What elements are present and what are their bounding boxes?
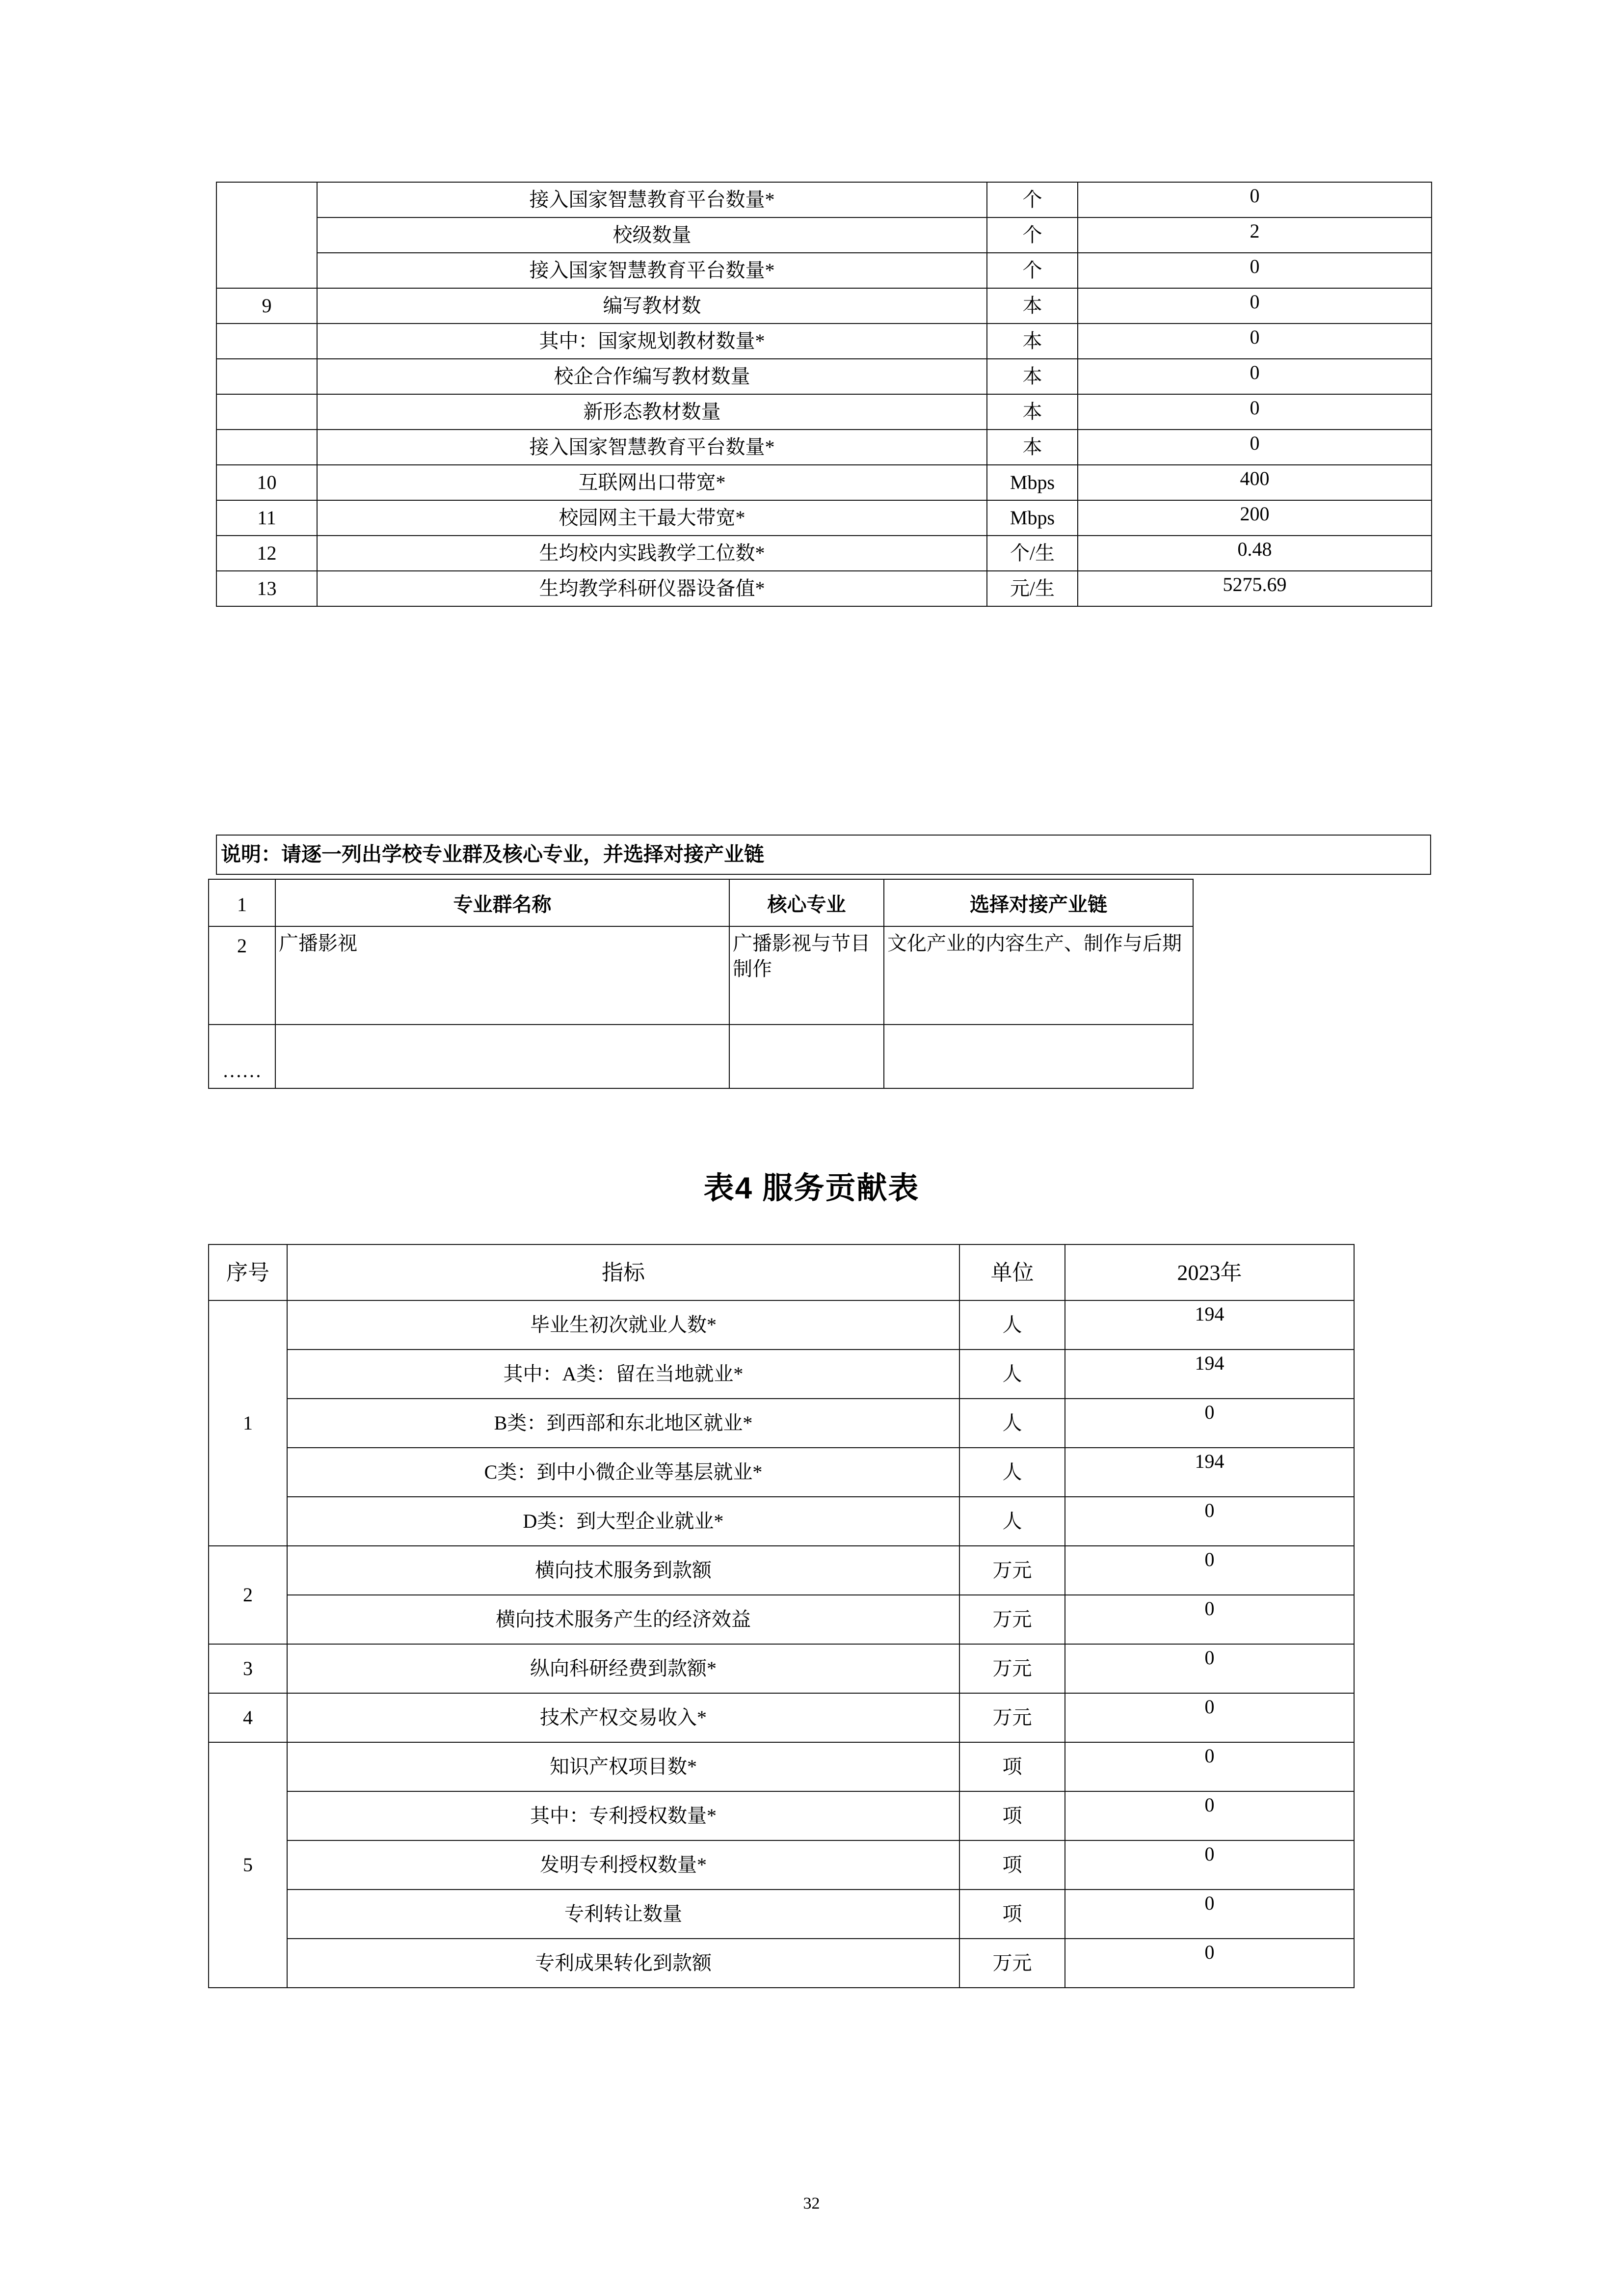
table-row	[216, 571, 1432, 606]
cell-core-major	[729, 1025, 884, 1088]
row-value: 0	[1065, 1742, 1354, 1791]
row-indicator: 其中：国家规划教材数量*	[317, 324, 987, 359]
row-indicator: 专利成果转化到款额	[287, 1939, 959, 1988]
column-header-indicator: 指标	[287, 1244, 959, 1300]
row-indicator: 新形态教材数量	[317, 394, 987, 430]
table-row	[209, 1399, 1354, 1448]
row-value: 0	[1078, 253, 1432, 288]
row-indicator: 横向技术服务产生的经济效益	[287, 1595, 959, 1644]
row-value: 0	[1078, 324, 1432, 359]
row-unit: 项	[959, 1840, 1065, 1890]
row-value: 194	[1065, 1350, 1354, 1399]
row-indicator: 生均教学科研仪器设备值*	[317, 571, 987, 606]
table4-caption: 表4 服务贡献表	[703, 1171, 920, 1205]
row-value: 2	[1078, 217, 1432, 253]
table-row	[209, 1448, 1354, 1497]
table-row	[209, 1595, 1354, 1644]
row-index: ……	[209, 1025, 275, 1088]
row-unit: 万元	[959, 1644, 1065, 1693]
row-value: 0	[1065, 1546, 1354, 1595]
row-value: 0.48	[1078, 536, 1432, 571]
table-row	[216, 359, 1432, 394]
table-row	[209, 1939, 1354, 1988]
row-indicator: 校企合作编写教材数量	[317, 359, 987, 394]
row-index	[216, 359, 317, 394]
row-indicator: 知识产权项目数*	[287, 1742, 959, 1791]
row-unit: 本	[987, 359, 1078, 394]
row-value: 0	[1065, 1791, 1354, 1840]
row-value: 194	[1065, 1300, 1354, 1350]
row-unit: 本	[987, 324, 1078, 359]
table-row	[209, 1546, 1354, 1595]
row-indicator: 其中：A类：留在当地就业*	[287, 1350, 959, 1399]
row-value: 0	[1065, 1939, 1354, 1988]
row-index	[216, 430, 317, 465]
row-index: 4	[209, 1693, 287, 1742]
table-row	[209, 926, 1193, 1025]
table-row	[209, 1350, 1354, 1399]
table-row-header	[209, 1244, 1354, 1300]
row-indicator: 专利转让数量	[287, 1890, 959, 1939]
row-value: 400	[1078, 465, 1432, 500]
row-unit: 本	[987, 288, 1078, 324]
row-index: 13	[216, 571, 317, 606]
note-text: 说明：请逐一列出学校专业群及核心专业，并选择对接产业链	[216, 835, 1431, 874]
column-header-industry-chain: 选择对接产业链	[884, 879, 1193, 926]
row-indicator: 接入国家智慧教育平台数量*	[317, 430, 987, 465]
row-value: 5275.69	[1078, 571, 1432, 606]
table-row	[216, 253, 1432, 288]
row-indicator: B类：到西部和东北地区就业*	[287, 1399, 959, 1448]
row-unit: 万元	[959, 1939, 1065, 1988]
table-row	[209, 1693, 1354, 1742]
column-header-unit: 单位	[959, 1244, 1065, 1300]
table-row-header	[209, 879, 1193, 926]
row-value: 0	[1065, 1595, 1354, 1644]
row-unit: 项	[959, 1742, 1065, 1791]
row-value: 0	[1065, 1693, 1354, 1742]
row-value: 0	[1078, 288, 1432, 324]
indicator-table-continued	[216, 182, 1432, 607]
row-unit: 个	[987, 182, 1078, 217]
column-header-index: 序号	[209, 1244, 287, 1300]
row-unit: 个/生	[987, 536, 1078, 571]
row-value: 0	[1078, 394, 1432, 430]
row-unit: 项	[959, 1791, 1065, 1840]
major-group-table	[208, 879, 1194, 1089]
row-unit: 个	[987, 253, 1078, 288]
cell-industry-chain	[884, 1025, 1193, 1088]
row-index: 3	[209, 1644, 287, 1693]
table-row	[216, 536, 1432, 571]
row-value: 0	[1065, 1890, 1354, 1939]
column-header-core-major: 核心专业	[729, 879, 884, 926]
cell-group-name	[275, 1025, 729, 1088]
row-indicator: C类：到中小微企业等基层就业*	[287, 1448, 959, 1497]
row-index: 2	[209, 926, 275, 1025]
row-index: 12	[216, 536, 317, 571]
row-indicator: 生均校内实践教学工位数*	[317, 536, 987, 571]
row-unit: Mbps	[987, 465, 1078, 500]
row-value: 200	[1078, 500, 1432, 536]
row-indicator: 其中：专利授权数量*	[287, 1791, 959, 1840]
column-header-year: 2023年	[1065, 1244, 1354, 1300]
column-header-group-name: 专业群名称	[275, 879, 729, 926]
row-index: 11	[216, 500, 317, 536]
row-index: 1	[209, 1300, 287, 1546]
row-indicator: 接入国家智慧教育平台数量*	[317, 253, 987, 288]
row-unit: 项	[959, 1890, 1065, 1939]
table-row	[216, 465, 1432, 500]
table-row	[209, 1025, 1193, 1088]
row-index	[216, 324, 317, 359]
row-unit: 万元	[959, 1595, 1065, 1644]
row-index: 5	[209, 1742, 287, 1988]
table-row	[216, 500, 1432, 536]
table-row	[216, 324, 1432, 359]
cell-industry-chain: 文化产业的内容生产、制作与后期	[884, 926, 1193, 1025]
row-indicator: 校级数量	[317, 217, 987, 253]
note-row-table	[216, 835, 1431, 875]
table-row	[216, 430, 1432, 465]
row-value: 0	[1078, 182, 1432, 217]
row-index: 1	[209, 879, 275, 926]
row-unit: 人	[959, 1350, 1065, 1399]
page-number: 32	[803, 2194, 820, 2213]
row-value: 0	[1065, 1840, 1354, 1890]
row-unit: 元/生	[987, 571, 1078, 606]
table-row	[209, 1300, 1354, 1350]
row-unit: Mbps	[987, 500, 1078, 536]
row-value: 0	[1065, 1399, 1354, 1448]
row-index	[216, 182, 317, 288]
row-value: 0	[1078, 359, 1432, 394]
table-row	[216, 394, 1432, 430]
row-index	[216, 394, 317, 430]
row-unit: 人	[959, 1300, 1065, 1350]
row-indicator: 纵向科研经费到款额*	[287, 1644, 959, 1693]
row-indicator: 技术产权交易收入*	[287, 1693, 959, 1742]
row-unit: 人	[959, 1399, 1065, 1448]
row-value: 194	[1065, 1448, 1354, 1497]
row-index: 2	[209, 1546, 287, 1644]
row-unit: 个	[987, 217, 1078, 253]
row-indicator: 互联网出口带宽*	[317, 465, 987, 500]
row-indicator: 接入国家智慧教育平台数量*	[317, 182, 987, 217]
row-value: 0	[1065, 1497, 1354, 1546]
row-indicator: 发明专利授权数量*	[287, 1840, 959, 1890]
row-index: 9	[216, 288, 317, 324]
table-row	[216, 835, 1431, 874]
row-indicator: 毕业生初次就业人数*	[287, 1300, 959, 1350]
table-row	[209, 1644, 1354, 1693]
row-unit: 本	[987, 394, 1078, 430]
row-unit: 万元	[959, 1693, 1065, 1742]
service-contribution-table	[208, 1244, 1355, 1988]
table-row	[209, 1840, 1354, 1890]
row-indicator: 横向技术服务到款额	[287, 1546, 959, 1595]
row-indicator: 编写教材数	[317, 288, 987, 324]
table-row	[216, 288, 1432, 324]
table-row	[216, 182, 1432, 217]
table-row	[209, 1791, 1354, 1840]
table-row	[216, 217, 1432, 253]
cell-core-major: 广播影视与节目制作	[729, 926, 884, 1025]
cell-group-name: 广播影视	[275, 926, 729, 1025]
row-unit: 本	[987, 430, 1078, 465]
row-unit: 万元	[959, 1546, 1065, 1595]
row-value: 0	[1065, 1644, 1354, 1693]
row-indicator: D类：到大型企业就业*	[287, 1497, 959, 1546]
row-unit: 人	[959, 1448, 1065, 1497]
row-value: 0	[1078, 430, 1432, 465]
row-unit: 人	[959, 1497, 1065, 1546]
row-index: 10	[216, 465, 317, 500]
table-row	[209, 1742, 1354, 1791]
row-indicator: 校园网主干最大带宽*	[317, 500, 987, 536]
table-row	[209, 1497, 1354, 1546]
table-row	[209, 1890, 1354, 1939]
